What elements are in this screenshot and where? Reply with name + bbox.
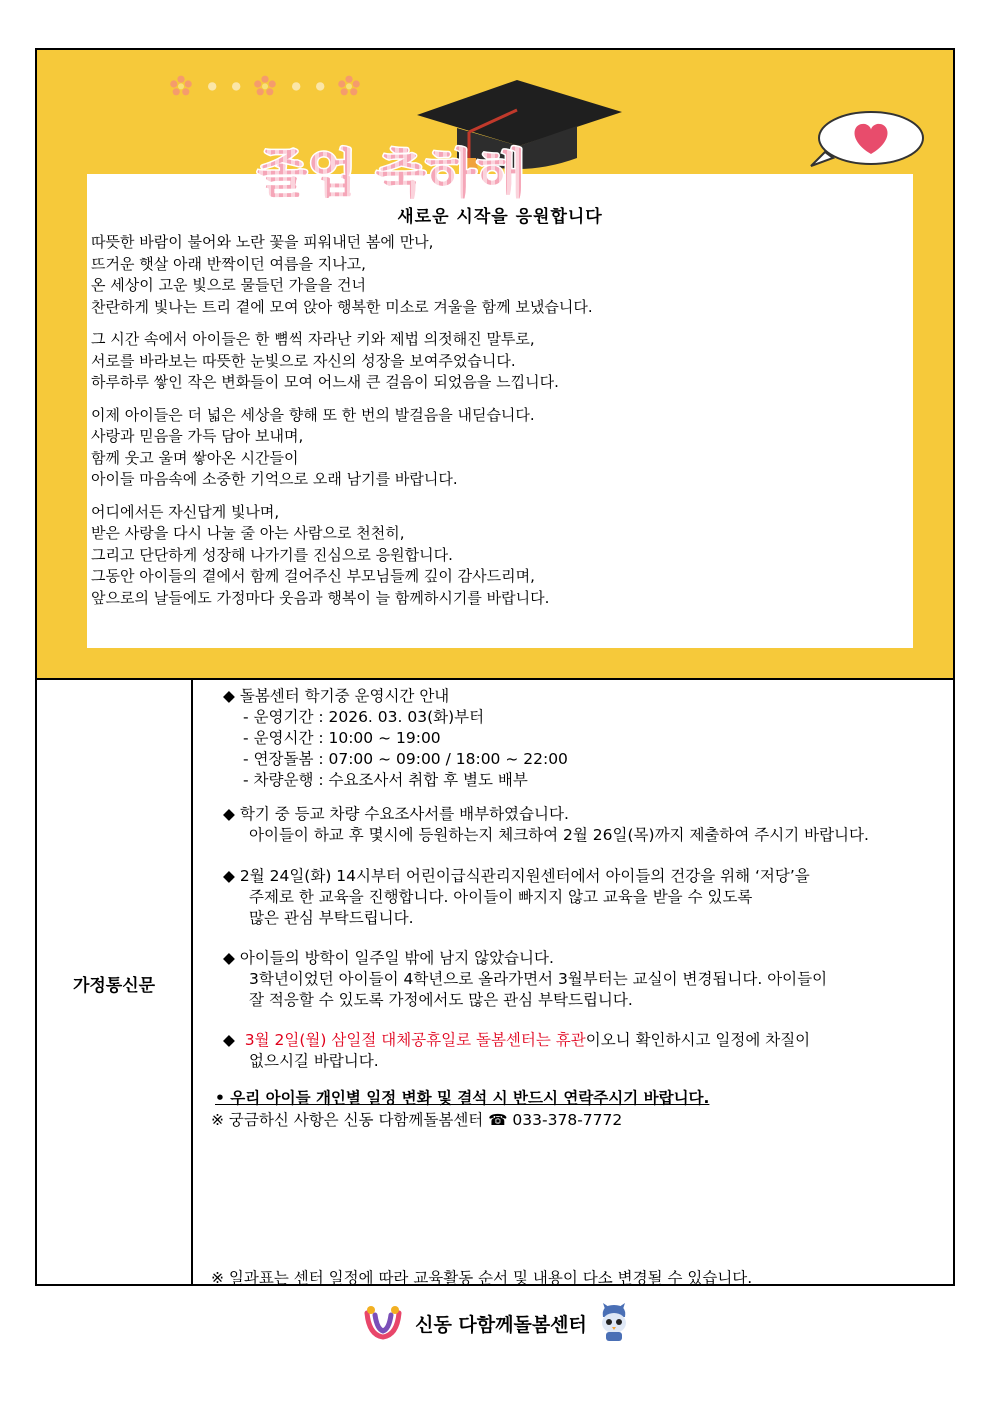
bus-notice	[223, 804, 869, 846]
message-paragraph	[91, 232, 911, 318]
vacation-notice	[223, 948, 827, 1011]
message-paragraph	[91, 502, 911, 610]
message-line: 어디에서든 자신답게 빛나며,	[91, 502, 280, 521]
notice-bullet: ◆	[223, 1031, 245, 1049]
notice-line	[223, 1030, 810, 1051]
newsletter-frame	[35, 48, 955, 1286]
message-line: 앞으로의 날들에도 가정마다 웃음과 행복이 늘 함께하시기를 바랍니다.	[91, 588, 550, 607]
newsletter-content	[195, 680, 953, 1286]
inquiry-note: ※ 궁금하신 사항은 신동 다함께돌봄센터 ☎ 033-378-7772	[211, 1111, 623, 1129]
holiday-rest: 이오니 확인하시고 일정에 차질이	[585, 1031, 811, 1049]
message-box	[87, 174, 913, 648]
message-line: 찬란하게 빛나는 트리 곁에 모여 앉아 행복한 미소로 겨울을 함께 보냈습니다.	[91, 297, 593, 316]
message-body	[91, 232, 911, 620]
newsletter-label-cell	[37, 680, 193, 1286]
graduation-banner	[37, 50, 953, 680]
holiday-notice	[223, 1030, 810, 1072]
message-line: 따뜻한 바람이 불어와 노란 꽃을 피워내던 봄에 만나,	[91, 233, 434, 251]
notice-line: ◆ 아이들의 방학이 일주일 밖에 남지 않았습니다.	[223, 949, 554, 967]
newsletter-label: 가정통신문	[72, 975, 156, 996]
center-logo-icon	[361, 1305, 405, 1341]
hours-notice	[223, 686, 568, 791]
message-line: 아이들 마음속에 소중한 기억으로 오래 남기를 바랍니다.	[91, 470, 458, 488]
contact-note: • 우리 아이들 개인별 일정 변화 및 결석 시 반드시 연락주시기 바랍니다.	[215, 1089, 710, 1107]
message-line: 그동안 아이들의 곁에서 함께 걸어주신 부모님들께 깊이 감사드리며,	[91, 567, 535, 585]
mascot-icon	[597, 1303, 631, 1343]
title-art-text: 졸업 축하해	[257, 145, 527, 200]
message-line: 함께 웃고 울며 쌓아온 시간들이	[91, 448, 299, 467]
heart-bubble-icon	[807, 110, 927, 170]
message-paragraph	[91, 329, 911, 394]
notice-line: 잘 적응할 수 있도록 가정에서도 많은 관심 부탁드립니다.	[249, 991, 633, 1009]
notice-line: 없으시길 바랍니다.	[249, 1052, 379, 1070]
notice-line: 아이들이 하교 후 몇시에 등원하는지 체크하여 2월 26일(목)까지 제출하여 주시기 바랍니다.	[249, 826, 869, 844]
message-paragraph	[91, 405, 911, 491]
footer	[0, 1303, 992, 1343]
hours-title: ◆ 돌봄센터 학기중 운영시간 안내	[223, 687, 450, 705]
notice-line: 3학년이었던 아이들이 4학년으로 올라가면서 3월부터는 교실이 변경됩니다. 아이들이	[249, 970, 828, 988]
message-line: 받은 사랑을 다시 나눌 줄 아는 사람으로 천천히,	[91, 524, 405, 542]
message-line: 온 세상이 고운 빛으로 물들던 가을을 건너	[91, 276, 366, 294]
hours-item: - 연장돌봄 : 07:00 ~ 09:00 / 18:00 ~ 22:00	[243, 750, 568, 768]
notice-line: ◆ 학기 중 등교 차량 수요조사서를 배부하였습니다.	[223, 805, 569, 823]
notice-line: 많은 관심 부탁드립니다.	[249, 909, 414, 927]
center-name: 신동 다함께돌봄센터	[415, 1313, 587, 1336]
hours-item: - 차량운행 : 수요조사서 취합 후 별도 배부	[243, 771, 528, 789]
message-line: 이제 아이들은 더 넓은 세상을 향해 또 한 번의 발걸음을 내딛습니다.	[91, 405, 535, 424]
message-line: 서로를 바라보는 따뜻한 눈빛으로 자신의 성장을 보여주었습니다.	[91, 351, 516, 370]
holiday-highlight: 3월 2일(월) 삼일절 대체공휴일로 돌봄센터는 휴관	[244, 1031, 586, 1049]
notice-line: ◆ 2월 24일(화) 14시부터 어린이급식관리지원센터에서 아이들의 건강을 위해 ‘저당’을	[223, 867, 810, 885]
message-line: 사랑과 믿음을 가득 담아 보내며,	[91, 427, 304, 445]
message-line: 하루하루 쌓인 작은 변화들이 모여 어느새 큰 걸음이 되었음을 느낍니다.	[91, 373, 559, 391]
notice-line: 주제로 한 교육을 진행합니다. 아이들이 빠지지 않고 교육을 받을 수 있도록	[249, 888, 753, 906]
message-title: 새로운 시작을 응원합니다	[397, 207, 603, 227]
education-notice	[223, 866, 810, 929]
message-line: 그리고 단단하게 성장해 나가기를 진심으로 응원합니다.	[91, 545, 453, 564]
graduation-title-art	[227, 142, 797, 200]
hours-item: - 운영기간 : 2026. 03. 03(화)부터	[243, 708, 485, 726]
message-line: 그 시간 속에서 아이들은 한 뼘씩 자라난 키와 제법 의젓해진 말투로,	[91, 330, 535, 348]
schedule-note: ※ 일과표는 센터 일정에 따라 교육활동 순서 및 내용이 다소 변경될 수 있습니다.	[211, 1269, 753, 1287]
message-line: 뜨거운 햇살 아래 반짝이던 여름을 지나고,	[91, 254, 366, 273]
hours-item: - 운영시간 : 10:00 ~ 19:00	[243, 729, 441, 747]
